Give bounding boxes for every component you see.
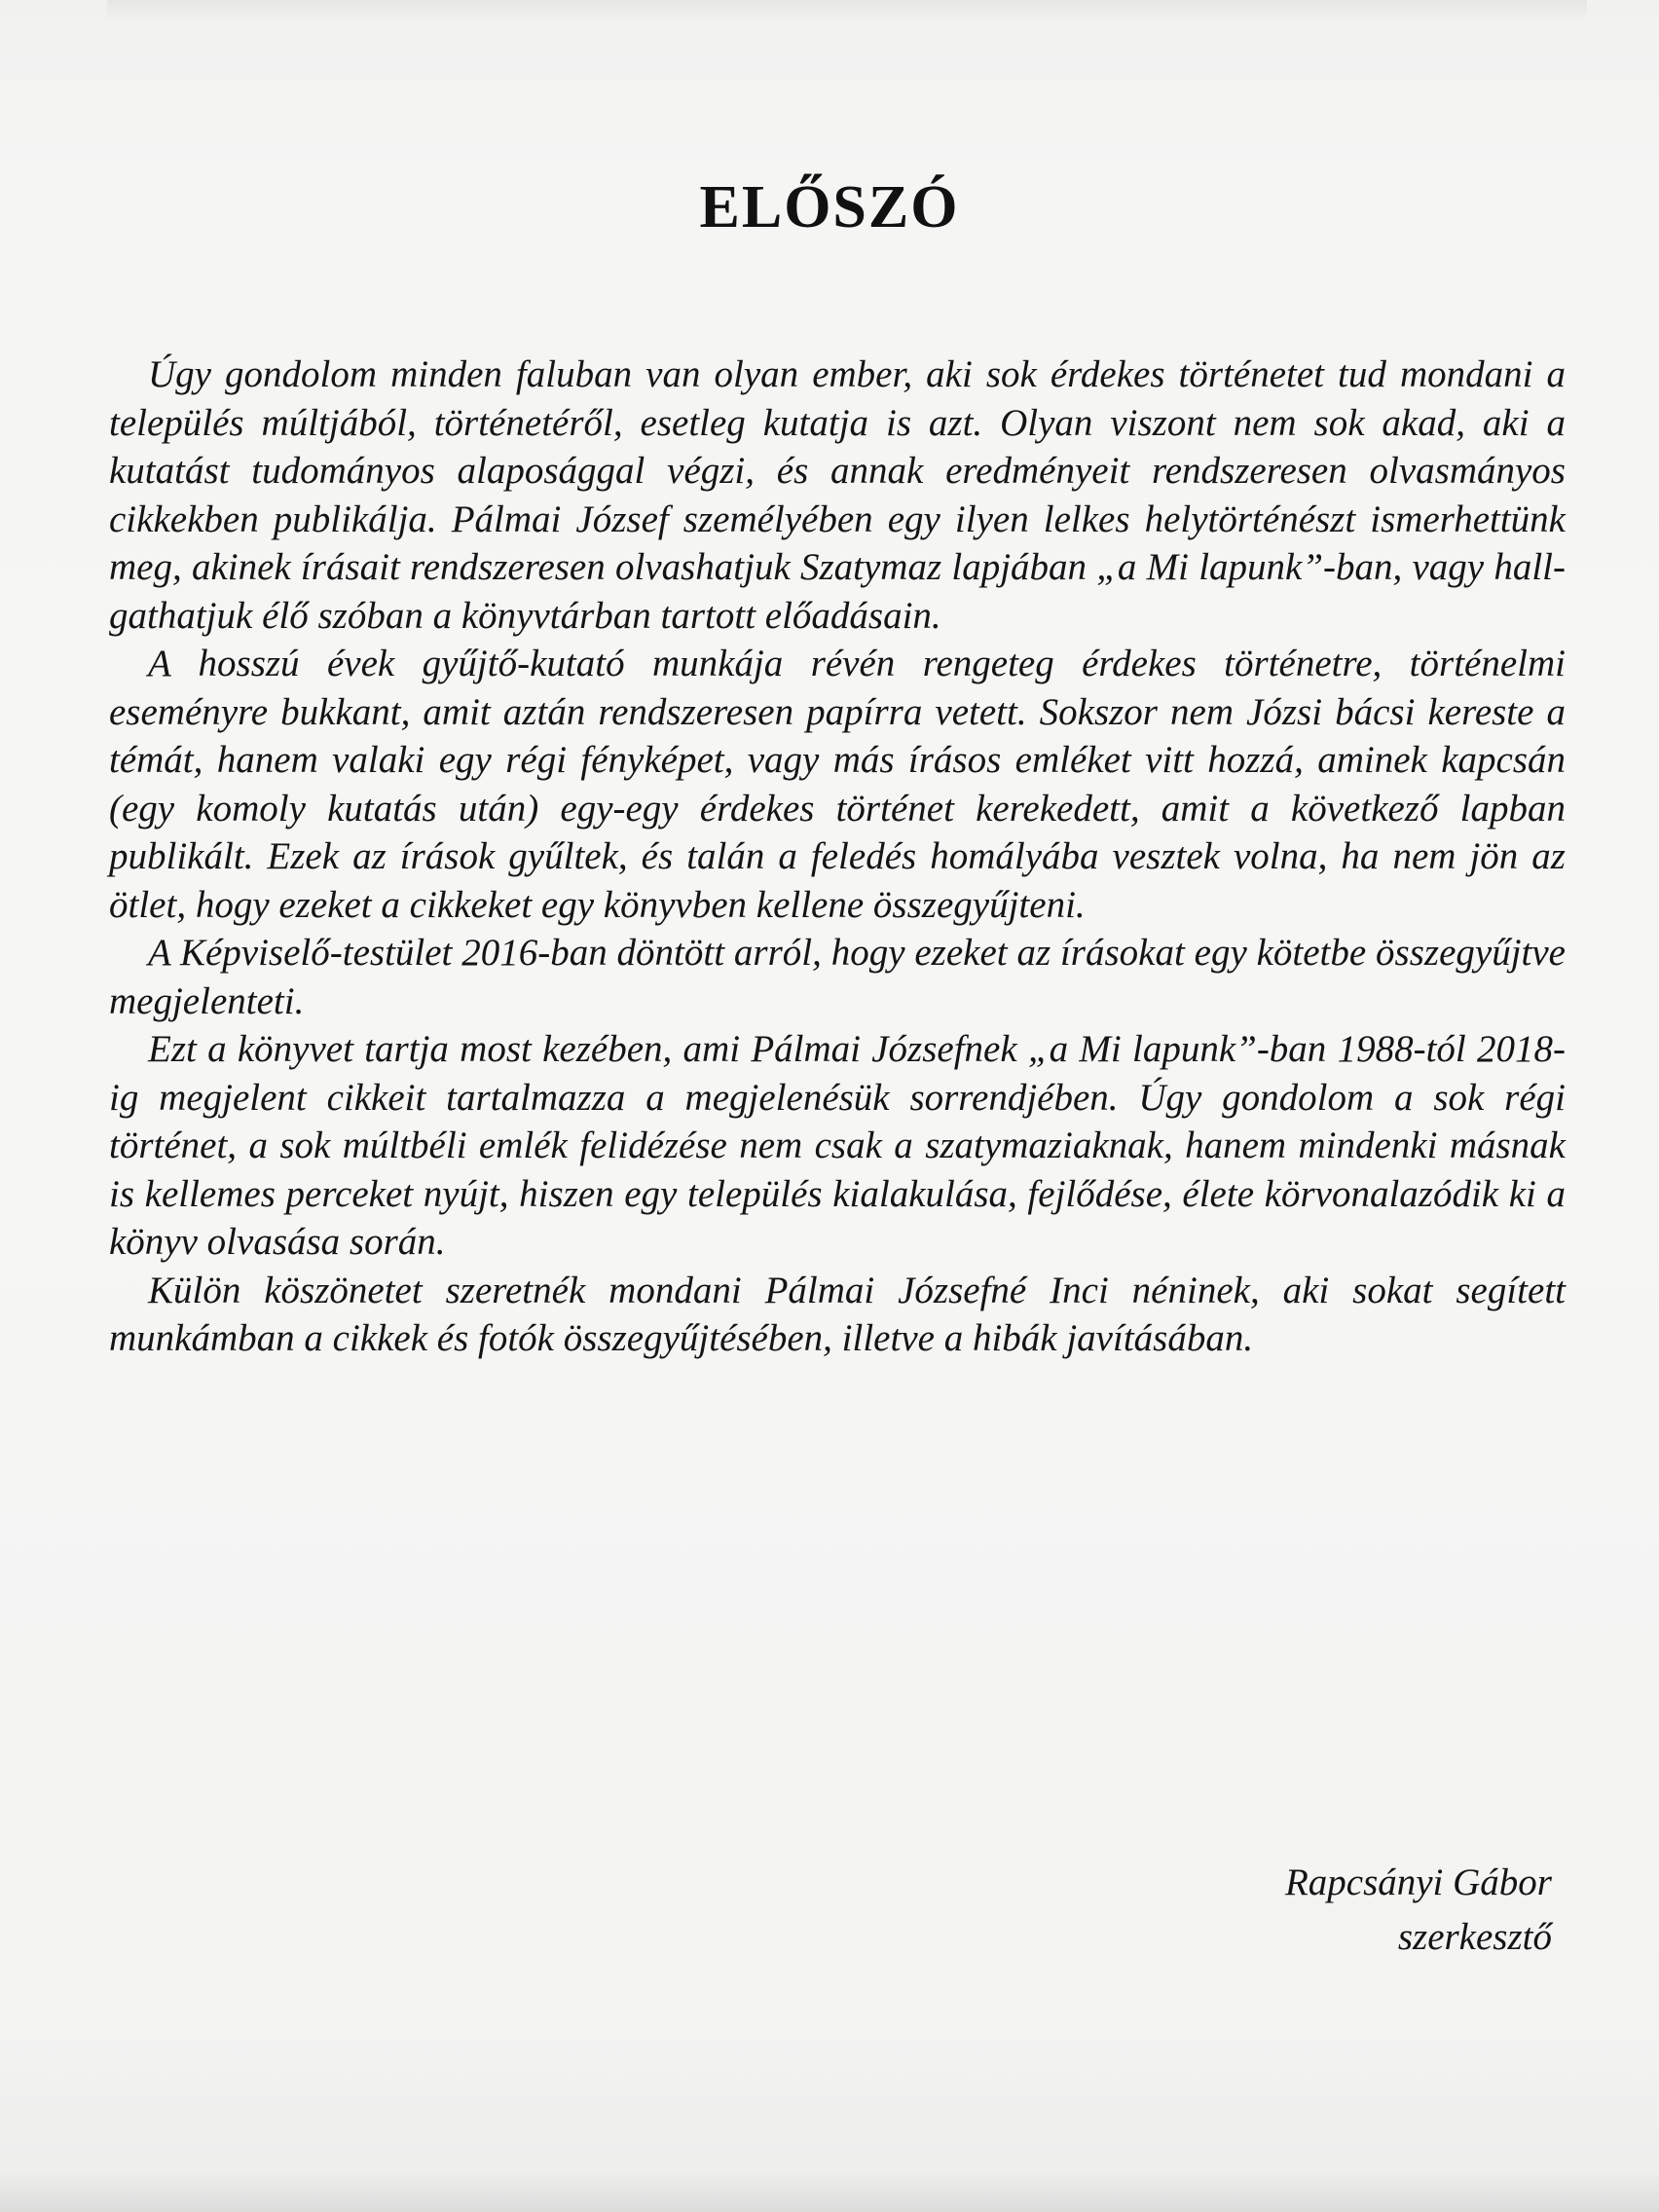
author-role: szerkesztő — [1397, 1916, 1552, 1958]
paragraph: A Képviselő-testület 2016-ban döntött arról, hogy ezeket az írásokat egy kötetbe összegyűjtve megjelenteti. — [109, 932, 1566, 1022]
author-name: Rapcsányi Gábor — [1284, 1862, 1552, 1903]
paragraph: Úgy gondolom minden faluban van olyan ember, aki sok érdekes történetet tud mondani a település múltjából, történetéről, esetleg kutatja is azt. Olyan viszont nem sok akad, aki a kutatást tudományos alaposággal végzi, és annak eredményeit rendszeresen olvasmányos cikkekben publikálja. Pálmai József személyében egy ilyen lelkes helytörténészt ismerhettünk meg, akinek írásait rendszeresen olvashatjuk Szatymaz lapjában „a Mi lapunk”-ban, vagy hallgathatjuk élő szóban a könyvtárban tartott előadásain. — [109, 353, 1566, 637]
preface-body — [109, 350, 1566, 1363]
bleed-through-shadow — [107, 0, 1587, 19]
signature-block — [968, 1856, 1552, 1965]
page-title: ELŐSZÓ — [699, 174, 960, 240]
paragraph: Külön köszönetet szeretnék mondani Pálmai Józsefné Inci néninek, aki sokat segített munkámban a cikkek és fotók összegyűjtésében, illetve a hibák javításában. — [109, 1269, 1566, 1359]
paragraph: Ezt a könyvet tartja most kezében, ami Pálmai Józsefnek „a Mi lapunk”-ban 1988-tól 2018-ig megjelent cikkeit tartalmazza a megjelenésük sorrendjében. Úgy gondolom a sok régi történet, a sok múltbéli emlék felidézése nem csak a szatymaziaknak, hanem mindenki másnak is kellemes perceket nyújt, hiszen egy település kialakulása, fejlődése, élete körvonalazódik ki a könyv olvasása során. — [109, 1028, 1566, 1263]
bottom-edge-shadow — [0, 2173, 1659, 2212]
paragraph: A hosszú évek gyűjtő-kutató munkája révén rengeteg érdekes történetre, történelmi eseményre bukkant, amit aztán rendszeresen papírra vetett. Sokszor nem Józsi bácsi kereste a témát, hanem valaki egy régi fényképet, vagy más írásos emléket vitt hozzá, aminek kapcsán (egy komoly kutatás után) egy-egy érdekes történet kerekedett, amit a következő lapban publikált. Ezek az írások gyűltek, és talán a feledés homályába vesztek volna, ha nem jön az ötlet, hogy ezeket a cikkeket egy könyvben kellene összegyűjteni. — [109, 643, 1566, 926]
